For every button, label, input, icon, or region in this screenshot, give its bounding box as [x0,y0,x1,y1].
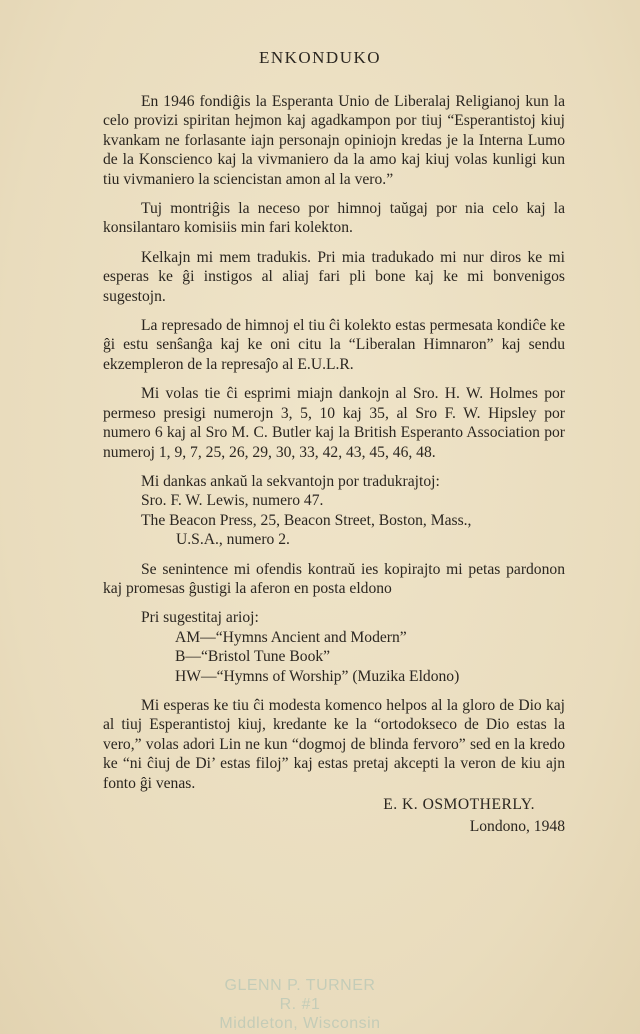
signature-place-date: Londono, 1948 [469,818,565,836]
translation-rights-item-2-line-2: U.S.A., numero 2. [176,531,290,549]
page-title: ENKONDUKO [258,48,382,67]
owner-stamp [200,976,400,1033]
stamp-line-1: GLENN P. TURNER [224,977,376,994]
suggested-tune-am: AM—“Hymns Ancient and Modern” [175,628,407,646]
translation-rights-section [103,472,565,550]
suggested-tunes-list [103,628,565,686]
translation-rights-item-2-line-1: The Beacon Press, 25, Beacon Street, Boston, Mass., [141,511,472,529]
paragraph-2: Tuj montriĝis la neceso por himnoj taŭgaj por nia celo kaj la konsilantaro komisiis min fari kolekton. [103,200,565,237]
paragraph-3: Kelkajn mi mem tradukis. Pri mia tradukado mi nur diros ke mi esperas ke ĝi instigos al aliaj fari pli bone kaj ke mi bonvenigos sugestojn. [103,248,565,305]
suggested-tunes-intro: Pri sugestitaj arioj: [141,609,259,627]
signature-name: E. K. OSMOTHERLY. [383,796,535,813]
stamp-line-3: Middleton, Wisconsin [219,1015,381,1032]
suggested-tune-hw: HW—“Hymns of Worship” (Muzika Eldono) [175,667,460,685]
paragraph-4: La represado de himnoj el tiu ĉi kolekto estas permesata kondiĉe ke ĝi estu senŝanĝa kaj ke oni citu la “Liberalan Himnaron” kaj sendu ekzempleron de la represaĵo al E.U.L.R. [103,317,565,373]
translation-rights-intro: Mi dankas ankaŭ la sekvantojn por tradukrajtoj: [141,472,440,490]
translation-rights-list [103,491,565,549]
suggested-tunes-section [103,608,565,686]
translation-rights-item-1: Sro. F. W. Lewis, numero 47. [141,492,324,510]
paragraph-7: Se senintence mi ofendis kontraŭ ies kopirajto mi petas pardonon kaj promesas ĝustigi la aferon en posta eldono [103,560,565,597]
paragraph-9: Mi esperas ke tiu ĉi modesta komenco helpos al la gloro de Dio kaj al tiuj Esperantistoj kiuj, kredante ke la “ortodokseco de Dio estas la vero,” volas adori Lin ne kun “dogmoj de blinda fervoro” sed en la kredo ke “ni ĉiuj de Di’ estas filoj” kaj estas pretaj akcepti la veron de kiu ajn fonto ĝi venas. [103,696,565,792]
suggested-tune-b: B—“Bristol Tune Book” [175,648,331,666]
paragraph-5: Mi volas tie ĉi esprimi miajn dankojn al Sro. H. W. Holmes por permeso presigi numerojn 3, 5, 10 kaj 35, al Sro F. W. Hipsley por numero 6 kaj al Sro M. C. Butler kaj la British Esperanto Association por numeroj 1, 9, 7, 25, 26, 29, 30, 33, 42, 43, 45, 46, 48. [103,385,565,461]
stamp-line-2: R. #1 [279,996,321,1013]
paragraph-1: En 1946 fondiĝis la Esperanta Unio de Liberalaj Religianoj kun la celo provizi spiritan hejmon kaj agadkampon por tiuj “Esperantistoj kiuj kvankam ne forlasante iajn personajn opiniojn kredas je la Interna Lumo de la Konscienco kaj la vivmaniero da la amo kaj kiuj volas kunligi kun tiu vivmaniero la sciencistan amon al la vero.” [103,93,565,188]
document-body [103,92,565,837]
